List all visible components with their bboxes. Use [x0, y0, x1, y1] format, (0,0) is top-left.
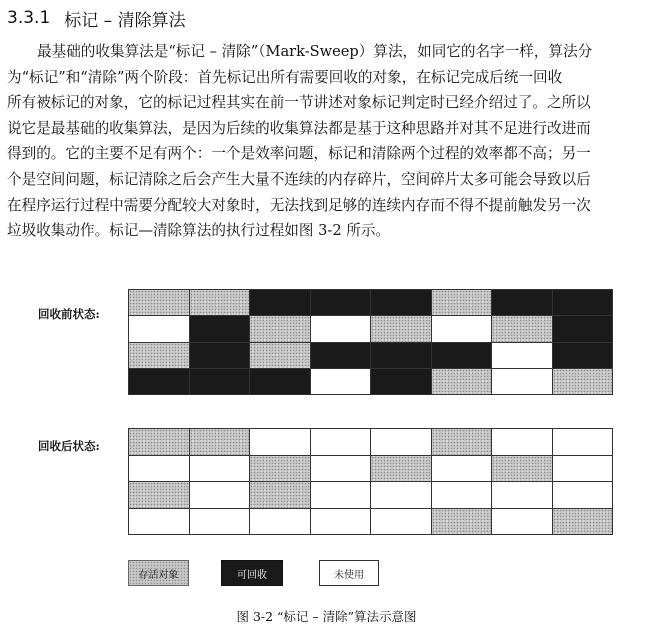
section-heading	[7, 4, 186, 32]
memory-cell-reclaim	[190, 343, 251, 369]
memory-cell-reclaim	[190, 316, 251, 342]
legend-unused	[319, 560, 379, 586]
section-title: 标记 – 清除算法	[64, 10, 186, 31]
paragraph-line: 所有被标记的对象，它的标记过程其实在前一节讲述对象标记判定时已经介绍过了。之所以	[7, 94, 591, 112]
memory-cell-unused	[492, 369, 553, 395]
section-number: 3.3.1	[7, 8, 51, 28]
figure-caption: 图 3-2 “标记 – 清除”算法示意图	[236, 609, 417, 624]
memory-cell-unused	[432, 482, 493, 509]
legend-unused-label: 未使用	[334, 569, 364, 581]
memory-cell-unused	[492, 482, 553, 509]
legend-live-object	[128, 560, 189, 586]
memory-cell-live	[129, 482, 190, 509]
memory-cell-unused	[432, 316, 493, 342]
legend-live-label: 存活对象	[138, 569, 179, 581]
memory-grid-before	[128, 289, 613, 395]
memory-grid-after	[128, 428, 613, 535]
memory-cell-live	[553, 509, 614, 536]
memory-cell-live	[190, 429, 251, 456]
memory-cell-unused	[129, 456, 190, 483]
paragraph-line: 在程序运行过程中需要分配较大对象时，无法找到足够的连续内存而不得不提前触发另一次	[7, 196, 591, 214]
memory-cell-unused	[492, 509, 553, 536]
paragraph-line: 为“标记”和“清除”两个阶段：首先标记出所有需要回收的对象，在标记完成后统一回收	[7, 68, 563, 86]
memory-cell-unused	[553, 482, 614, 509]
memory-cell-reclaim	[553, 290, 614, 316]
memory-cell-reclaim	[311, 343, 372, 369]
memory-cell-live	[190, 290, 251, 316]
memory-cell-live	[250, 343, 311, 369]
memory-cell-unused	[129, 316, 190, 342]
body-paragraph	[7, 39, 647, 244]
memory-cell-unused	[190, 482, 251, 509]
memory-cell-unused	[492, 343, 553, 369]
paragraph-line: 个是空间问题，标记清除之后会产生大量不连续的内存碎片，空间碎片太多可能会导致以后	[7, 170, 591, 188]
memory-cell-unused	[492, 429, 553, 456]
paragraph-line: 说它是最基础的收集算法，是因为后续的收集算法都是基于这种思路并对其不足进行改进而	[7, 119, 591, 137]
memory-cell-reclaim	[432, 343, 493, 369]
legend-reclaimable-label: 可回收	[237, 569, 267, 581]
memory-cell-live	[432, 369, 493, 395]
memory-cell-unused	[311, 429, 372, 456]
memory-cell-unused	[311, 509, 372, 536]
memory-cell-live	[250, 482, 311, 509]
memory-cell-live	[250, 456, 311, 483]
memory-cell-unused	[250, 509, 311, 536]
memory-cell-live	[250, 316, 311, 342]
memory-cell-reclaim	[553, 343, 614, 369]
paragraph-line: 垃圾收集动作。标记—清除算法的执行过程如图 3-2 所示。	[7, 222, 391, 240]
memory-cell-live	[371, 456, 432, 483]
memory-cell-live	[432, 429, 493, 456]
after-state-label: 回收后状态:	[38, 439, 100, 453]
memory-cell-unused	[553, 456, 614, 483]
memory-cell-unused	[311, 456, 372, 483]
memory-cell-reclaim	[311, 290, 372, 316]
memory-cell-live	[553, 369, 614, 395]
memory-cell-live	[129, 343, 190, 369]
memory-cell-reclaim	[190, 369, 251, 395]
memory-cell-live	[492, 316, 553, 342]
memory-cell-reclaim	[129, 369, 190, 395]
memory-cell-live	[129, 429, 190, 456]
memory-cell-reclaim	[250, 290, 311, 316]
memory-cell-reclaim	[492, 290, 553, 316]
memory-cell-reclaim	[371, 290, 432, 316]
memory-cell-live	[371, 316, 432, 342]
memory-cell-unused	[250, 429, 311, 456]
before-state-label: 回收前状态:	[38, 307, 100, 321]
memory-cell-unused	[129, 509, 190, 536]
memory-cell-unused	[371, 482, 432, 509]
legend-reclaimable	[221, 560, 283, 586]
memory-cell-reclaim	[250, 369, 311, 395]
memory-cell-reclaim	[553, 316, 614, 342]
memory-cell-unused	[190, 509, 251, 536]
paragraph-line: 得到的。它的主要不足有两个：一个是效率问题，标记和清除两个过程的效率都不高；另一	[7, 145, 591, 163]
memory-cell-unused	[371, 429, 432, 456]
paragraph-line: 最基础的收集算法是“标记 – 清除”（Mark-Sweep）算法，如同它的名字一样，算法分	[37, 43, 593, 60]
memory-cell-unused	[311, 316, 372, 342]
memory-cell-reclaim	[371, 343, 432, 369]
memory-cell-unused	[432, 456, 493, 483]
memory-cell-unused	[311, 482, 372, 509]
memory-cell-unused	[553, 429, 614, 456]
memory-cell-live	[129, 290, 190, 316]
memory-cell-unused	[371, 509, 432, 536]
memory-cell-unused	[311, 369, 372, 395]
memory-cell-reclaim	[371, 369, 432, 395]
memory-cell-live	[432, 290, 493, 316]
memory-cell-live	[432, 509, 493, 536]
memory-cell-live	[492, 456, 553, 483]
memory-cell-unused	[190, 456, 251, 483]
